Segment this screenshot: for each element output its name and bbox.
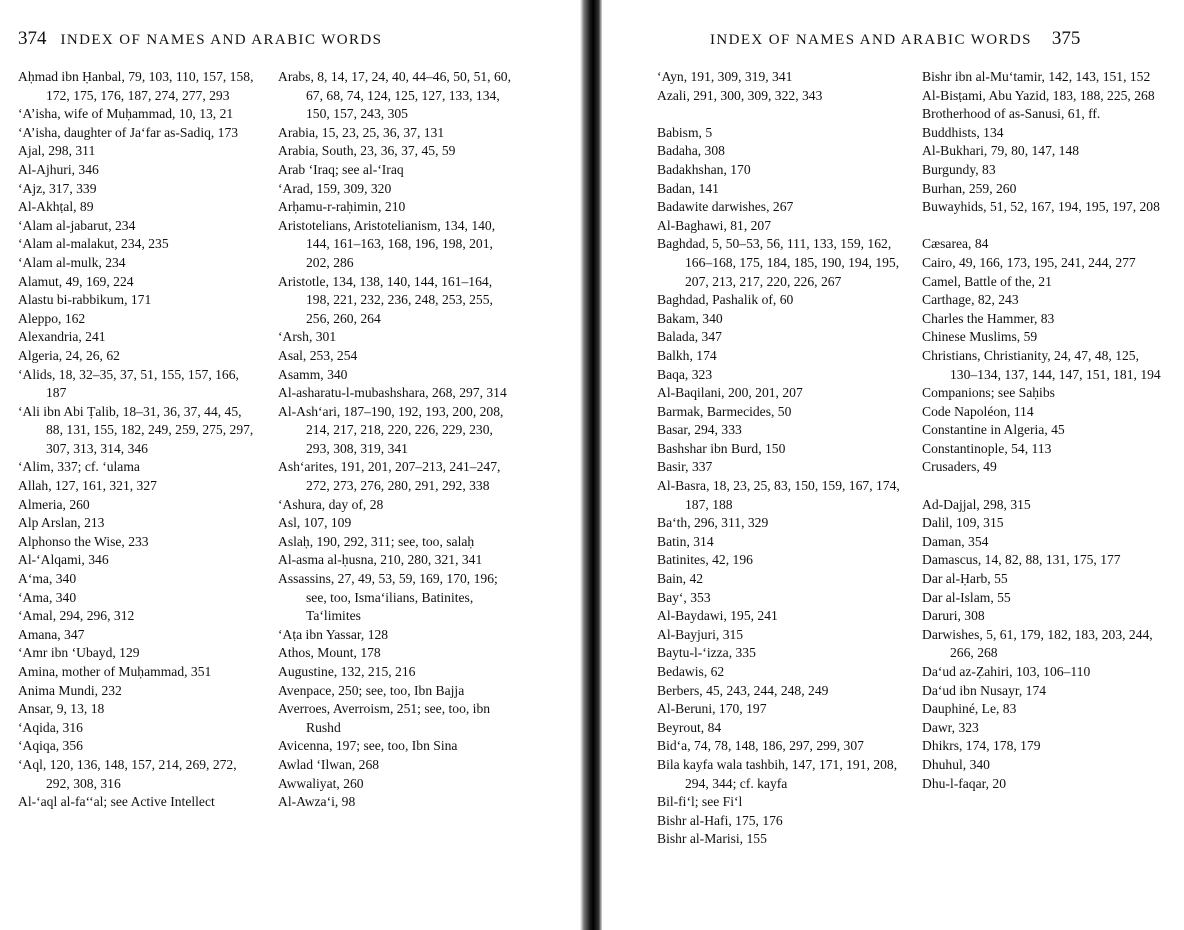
index-entry: ‘A’isha, daughter of Ja‘far as-Sadiq, 173 — [18, 124, 239, 140]
index-entry: ‘Arsh, 301 — [278, 329, 337, 345]
index-entry: Bishr ibn al-Mu‘tamir, 142, 143, 151, 152 — [922, 69, 1151, 84]
index-entry: Carthage, 82, 243 — [922, 292, 1019, 308]
index-entry: ‘Alim, 337; cf. ‘ulama — [18, 459, 140, 475]
index-entry: Balada, 347 — [657, 329, 722, 345]
index-entry: Aslaḥ, 190, 292, 311; see, too, salaḥ — [278, 533, 475, 549]
index-entry: Bain, 42 — [657, 571, 704, 587]
right-page-title: INDEX OF NAMES AND ARABIC WORDS — [710, 32, 1032, 48]
index-entry: Arḥamu-r-raḥimin, 210 — [278, 199, 406, 215]
index-entry: Companions; see Saḥibs — [922, 385, 1055, 401]
index-entry: Charles the Hammer, 83 — [922, 310, 1055, 326]
index-entry: Burgundy, 83 — [922, 161, 996, 177]
index-entry: Bay‘, 353 — [657, 589, 711, 605]
index-entry: Al-Ash‘ari, 187–190, 192, 193, 200, 208, 214, 217, 218, 220, 226, 229, 230, 293, 308, 319, 341 — [278, 403, 504, 456]
index-entry: Al-Baqilani, 200, 201, 207 — [657, 385, 803, 401]
index-entry: Arabia, South, 23, 36, 37, 45, 59 — [278, 143, 456, 159]
index-entry: Baghdad, Pashalik of, 60 — [657, 292, 794, 308]
index-entry: Balkh, 174 — [657, 347, 717, 363]
index-entry: ‘A’isha, wife of Muḥammad, 10, 13, 21 — [18, 106, 234, 122]
index-entry: Al-Akhṭal, 89 — [18, 199, 94, 215]
index-entry: Bishr al-Hafi, 175, 176 — [657, 812, 783, 828]
index-entry: Averroes, Averroism, 251; see, too, ibn Rushd — [278, 701, 491, 735]
index-entry: ‘Ayn, 191, 309, 319, 341 — [657, 69, 793, 84]
index-entry: Berbers, 45, 243, 244, 248, 249 — [657, 682, 829, 698]
index-entry: Al-Baydawi, 195, 241 — [657, 608, 778, 624]
index-entry: Daman, 354 — [922, 533, 989, 549]
index-entry: Cæsarea, 84 — [922, 236, 989, 252]
right-page-header — [710, 28, 1080, 50]
index-entry: Amana, 347 — [18, 626, 85, 642]
index-entry: Arabs, 8, 14, 17, 24, 40, 44–46, 50, 51, 60, 67, 68, 74, 124, 125, 127, 133, 134, 150, 157, 243, 305 — [278, 69, 511, 122]
index-entry: Crusaders, 49 — [922, 459, 997, 475]
index-entry: Camel, Battle of the, 21 — [922, 273, 1052, 289]
index-entry: Awwaliyat, 260 — [278, 775, 364, 791]
index-entry: Beyrout, 84 — [657, 719, 722, 735]
book-gutter — [580, 0, 602, 930]
index-entry: Augustine, 132, 215, 216 — [278, 664, 416, 679]
index-entry: Anima Mundi, 232 — [18, 682, 122, 698]
index-entry: Amina, mother of Muḥammad, 351 — [18, 664, 212, 679]
index-entry: Basar, 294, 333 — [657, 422, 742, 438]
index-entry: Alphonso the Wise, 233 — [18, 533, 149, 549]
index-entry: Bedawis, 62 — [657, 664, 725, 679]
left-page-number: 374 — [18, 28, 47, 49]
index-entry: Badan, 141 — [657, 180, 719, 196]
index-entry: Badaha, 308 — [657, 143, 725, 159]
index-entry: Batin, 314 — [657, 533, 714, 549]
index-entry: Brotherhood of as-Sanusi, 61, ff. — [922, 106, 1101, 122]
index-entry: Badawite darwishes, 267 — [657, 199, 794, 215]
index-entry: ‘Aql, 120, 136, 148, 157, 214, 269, 272, 292, 308, 316 — [18, 756, 237, 791]
right-page-column-1 — [657, 68, 903, 849]
index-entry: Avicenna, 197; see, too, Ibn Sina — [278, 738, 458, 754]
index-entry: Athos, Mount, 178 — [278, 645, 381, 661]
index-entry: Christians, Christianity, 24, 47, 48, 125, 130–134, 137, 144, 147, 151, 181, 194 — [922, 347, 1161, 382]
index-entry: Al-Beruni, 170, 197 — [657, 701, 767, 717]
index-entry: ‘Ajz, 317, 339 — [18, 180, 97, 196]
index-entry: ‘Alam al-mulk, 234 — [18, 254, 126, 270]
index-entry: Babism, 5 — [657, 124, 713, 140]
index-entry: ‘Arad, 159, 309, 320 — [278, 180, 392, 196]
index-entry: ‘Aqida, 316 — [18, 719, 83, 735]
index-entry: Bishr al-Marisi, 155 — [657, 831, 767, 847]
index-entry: Arab ‘Iraq; see al-‘Iraq — [278, 161, 404, 177]
index-entry: Baytu-l-‘izza, 335 — [657, 645, 756, 661]
index-entry: Dar al-Ḥarb, 55 — [922, 571, 1008, 587]
index-entry: Ansar, 9, 13, 18 — [18, 701, 105, 717]
index-entry: ‘Alam al-jabarut, 234 — [18, 217, 136, 233]
index-entry: Ba‘th, 296, 311, 329 — [657, 515, 769, 531]
index-entry: ‘Ali ibn Abi Ṭalib, 18–31, 36, 37, 44, 45, 88, 131, 155, 182, 249, 259, 275, 297, 307, 313, 314, 346 — [18, 403, 254, 456]
index-entry: Dar al-Islam, 55 — [922, 589, 1011, 605]
index-entry: Basir, 337 — [657, 459, 713, 475]
index-entry: Al-‘Alqami, 346 — [18, 552, 109, 568]
right-page — [602, 0, 1184, 930]
index-entry: Da‘ud az-Ẓahiri, 103, 106–110 — [922, 664, 1091, 679]
index-entry: Assassins, 27, 49, 53, 59, 169, 170, 196; see, too, Isma‘ilians, Batinites, Ta‘limites — [278, 571, 498, 624]
index-entry: Alp Arslan, 213 — [18, 515, 105, 531]
index-entry: Badakhshan, 170 — [657, 161, 751, 177]
index-entry: Dhu-l-faqar, 20 — [922, 775, 1007, 791]
index-entry: Al-Bisṭami, Abu Yazid, 183, 188, 225, 268 — [922, 87, 1155, 103]
index-entry: Dhikrs, 174, 178, 179 — [922, 738, 1041, 754]
index-entry: Daruri, 308 — [922, 608, 985, 624]
index-entry: ‘Ama, 340 — [18, 589, 77, 605]
index-entry: A‘ma, 340 — [18, 571, 77, 587]
index-entry: ‘Amal, 294, 296, 312 — [18, 608, 135, 624]
index-entry: Chinese Muslims, 59 — [922, 329, 1038, 345]
index-entry: Buddhists, 134 — [922, 124, 1004, 140]
index-entry: Ash‘arites, 191, 201, 207–213, 241–247, 272, 273, 276, 280, 291, 292, 338 — [278, 459, 501, 494]
left-page — [0, 0, 580, 930]
index-entry: Baqa, 323 — [657, 366, 713, 382]
index-entry: Bila kayfa wala tashbih, 147, 171, 191, 208, 294, 344; cf. kayfa — [657, 756, 898, 791]
index-entry: Bid‘a, 74, 78, 148, 186, 297, 299, 307 — [657, 738, 864, 754]
index-entry: Al-asma al-ḥusna, 210, 280, 321, 341 — [278, 552, 483, 568]
index-entry: Alastu bi-rabbikum, 171 — [18, 292, 152, 308]
index-entry: Constantine in Algeria, 45 — [922, 422, 1065, 438]
index-entry: Dawr, 323 — [922, 719, 979, 735]
index-entry: Aḥmad ibn Ḥanbal, 79, 103, 110, 157, 158, 172, 175, 176, 187, 274, 277, 293 — [18, 69, 254, 103]
index-entry: Arabia, 15, 23, 25, 36, 37, 131 — [278, 124, 445, 140]
index-entry: Damascus, 14, 82, 88, 131, 175, 177 — [922, 552, 1121, 568]
index-entry: Baghdad, 5, 50–53, 56, 111, 133, 159, 162, 166–168, 175, 184, 185, 190, 194, 195, 207, 213, 217, 220, 226, 267 — [657, 236, 900, 289]
index-entry: Code Napoléon, 114 — [922, 403, 1034, 419]
section-gap — [922, 477, 1164, 496]
left-page-column-2 — [278, 68, 516, 812]
index-entry: Almeria, 260 — [18, 496, 90, 512]
left-page-title: INDEX OF NAMES AND ARABIC WORDS — [60, 32, 383, 48]
index-entry: Asl, 107, 109 — [278, 515, 352, 531]
index-entry: Alamut, 49, 169, 224 — [18, 273, 134, 289]
index-entry: Alexandria, 241 — [18, 329, 106, 345]
index-entry: Al-‘aql al-fa‘‘al; see Active Intellect — [18, 794, 215, 810]
index-entry: Dhuhul, 340 — [922, 756, 990, 772]
index-entry: Al-asharatu-l-mubashshara, 268, 297, 314 — [278, 385, 507, 401]
index-entry: ‘Alam al-malakut, 234, 235 — [18, 236, 169, 252]
right-page-column-2 — [922, 68, 1164, 793]
index-entry: Dalil, 109, 315 — [922, 515, 1004, 531]
index-entry: ‘Amr ibn ‘Ubayd, 129 — [18, 645, 140, 661]
index-entry: Aleppo, 162 — [18, 310, 86, 326]
left-page-column-1 — [18, 68, 258, 812]
section-gap — [922, 217, 1164, 236]
index-entry: Allah, 127, 161, 321, 327 — [18, 478, 157, 494]
index-entry: ‘Aqiqa, 356 — [18, 738, 83, 754]
index-entry: Da‘ud ibn Nusayr, 174 — [922, 682, 1047, 698]
index-entry: Batinites, 42, 196 — [657, 552, 753, 568]
index-entry: Cairo, 49, 166, 173, 195, 241, 244, 277 — [922, 254, 1136, 270]
index-entry: Buwayhids, 51, 52, 167, 194, 195, 197, 208 — [922, 199, 1160, 215]
index-entry: Al-Baghawi, 81, 207 — [657, 217, 772, 233]
index-entry: Ajal, 298, 311 — [18, 143, 96, 159]
index-entry: Azali, 291, 300, 309, 322, 343 — [657, 87, 823, 103]
index-entry: Al-Ajhuri, 346 — [18, 161, 99, 177]
index-entry: Bil-fi‘l; see Fi‘l — [657, 794, 743, 810]
index-entry: Dauphiné, Le, 83 — [922, 701, 1017, 717]
index-entry: Aristotle, 134, 138, 140, 144, 161–164, 198, 221, 232, 236, 248, 253, 255, 256, 260, 264 — [278, 273, 493, 326]
index-entry: Darwishes, 5, 61, 179, 182, 183, 203, 244, 266, 268 — [922, 626, 1153, 661]
index-entry: Constantinople, 54, 113 — [922, 440, 1052, 456]
index-entry: Asamm, 340 — [278, 366, 348, 382]
left-page-header — [18, 28, 382, 50]
index-entry: ‘Alids, 18, 32–35, 37, 51, 155, 157, 166, 187 — [18, 366, 239, 401]
index-entry: ‘Ashura, day of, 28 — [278, 496, 384, 512]
index-entry: Aristotelians, Aristotelianism, 134, 140, 144, 161–163, 168, 196, 198, 201, 202, 286 — [278, 217, 496, 270]
index-entry: Al-Bayjuri, 315 — [657, 626, 744, 642]
right-page-number: 375 — [1051, 28, 1081, 49]
index-entry: Ad-Dajjal, 298, 315 — [922, 496, 1031, 512]
index-entry: Al-Basra, 18, 23, 25, 83, 150, 159, 167, 174, 187, 188 — [657, 478, 900, 512]
index-entry: Algeria, 24, 26, 62 — [18, 347, 120, 363]
index-entry: Bashshar ibn Burd, 150 — [657, 440, 786, 456]
index-entry: Al-Bukhari, 79, 80, 147, 148 — [922, 143, 1080, 159]
index-entry: ‘Aṭa ibn Yassar, 128 — [278, 626, 389, 642]
index-entry: Bakam, 340 — [657, 310, 723, 326]
index-entry: Barmak, Barmecides, 50 — [657, 403, 792, 419]
index-entry: Avenpace, 250; see, too, Ibn Bajja — [278, 682, 465, 698]
section-gap — [657, 105, 903, 124]
index-entry: Awlad ‘Ilwan, 268 — [278, 756, 380, 772]
index-entry: Al-Awza‘i, 98 — [278, 794, 356, 810]
index-entry: Burhan, 259, 260 — [922, 180, 1017, 196]
index-entry: Asal, 253, 254 — [278, 347, 358, 363]
